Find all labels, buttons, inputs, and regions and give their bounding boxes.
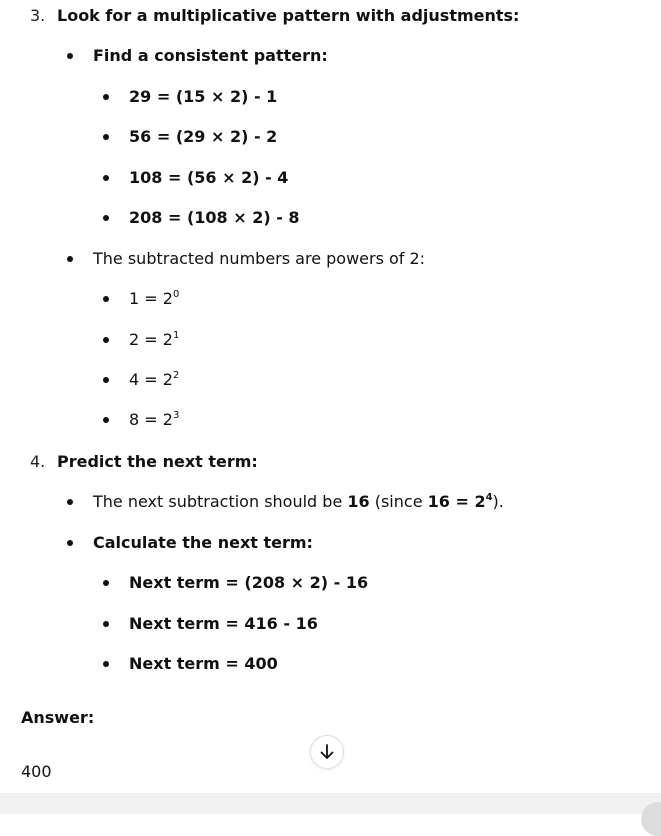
bullet bbox=[103, 134, 109, 140]
bullet bbox=[103, 175, 109, 181]
step-number: 3. bbox=[30, 6, 46, 25]
bullet bbox=[67, 540, 73, 546]
bullet bbox=[103, 94, 109, 100]
step-number: 4. bbox=[30, 452, 46, 471]
bullet bbox=[67, 499, 73, 505]
bullet bbox=[103, 337, 109, 343]
step-title: Look for a multiplicative pattern with adjustments: bbox=[57, 6, 520, 25]
response-content: 3. Look for a multiplicative pattern with adjustments: Find a consistent pattern: 29 = (15 × 2) - 1 56 = (29 × 2) - 2 108 = (56 × 2) - 4 208 = (108 × 2) - 8 The subtracted numbers are powers of 2: $1 = 2^0$ $2 = 2^1$ $4 = 2^2$ $8 = 2^3$ 4. Predict the next term: The next subtraction should be 16 (since $16 = 2^4$). Calculate the next term: Next term = (208 × 2) - 16 Next term = 416 - 16 Next term = 400 Answer: 400 bbox=[21, 6, 520, 781]
arrow-down-icon bbox=[318, 743, 336, 761]
bullet bbox=[103, 296, 109, 302]
scroll-to-bottom-button[interactable] bbox=[310, 735, 344, 769]
bullet bbox=[103, 661, 109, 667]
bullet bbox=[103, 580, 109, 586]
bullet bbox=[67, 53, 73, 59]
bullet bbox=[103, 377, 109, 383]
bullet bbox=[103, 621, 109, 627]
bullet bbox=[67, 256, 73, 262]
bullet bbox=[103, 417, 109, 423]
step-title: Predict the next term: bbox=[57, 452, 258, 471]
composer-area bbox=[0, 793, 661, 814]
corner-button[interactable] bbox=[641, 802, 661, 836]
bullet bbox=[103, 215, 109, 221]
